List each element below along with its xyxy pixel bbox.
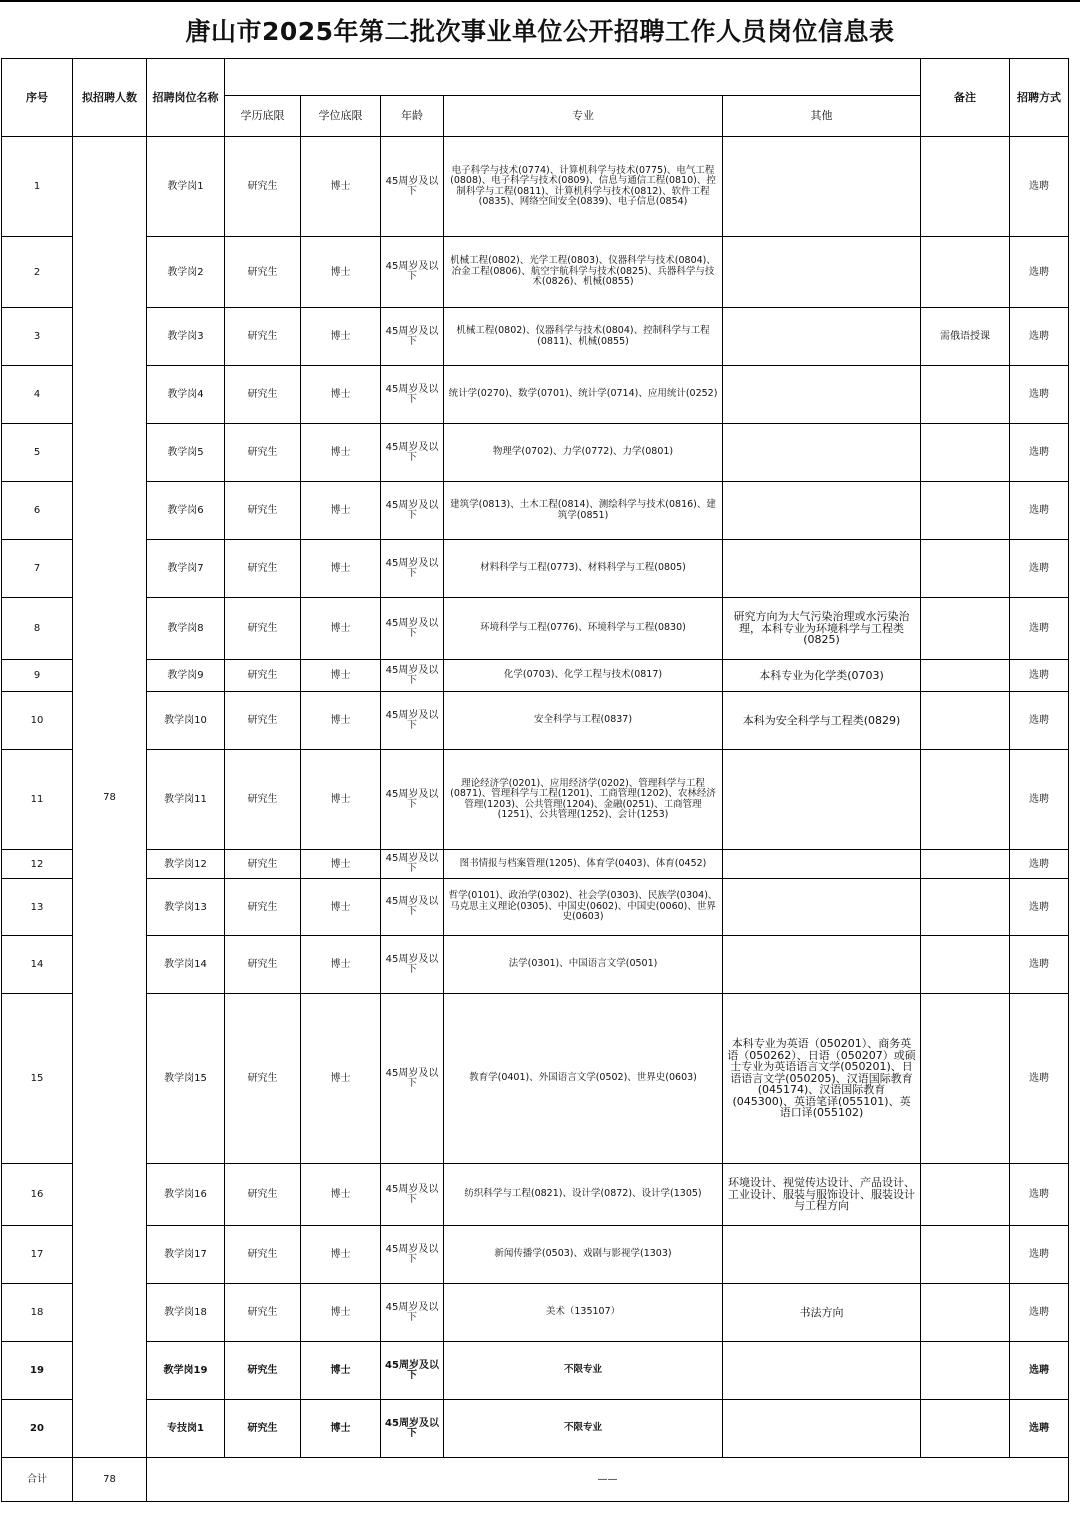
major-cell: 理论经济学(0201)、应用经济学(0202)、管理科学与工程(0871)、管理科学与工程(1201)、工商管理(1202)、农林经济管理(1203)、公共管理(1204)、金融(0251)、工商管理(1251)、公共管理(1252)、会计(1253) bbox=[444, 750, 723, 850]
note-cell bbox=[921, 850, 1010, 879]
method-cell: 选聘 bbox=[1010, 308, 1069, 366]
table-row bbox=[2, 308, 1069, 366]
degree-cell: 博士 bbox=[301, 598, 381, 660]
note-cell bbox=[921, 1226, 1010, 1284]
major-cell: 不限专业 bbox=[444, 1342, 723, 1400]
seq-cell: 9 bbox=[2, 660, 73, 692]
method-cell: 选聘 bbox=[1010, 692, 1069, 750]
age-cell: 45周岁及以下 bbox=[381, 1342, 444, 1400]
seq-cell: 13 bbox=[2, 879, 73, 936]
age-cell: 45周岁及以下 bbox=[381, 366, 444, 424]
major-cell: 机械工程(0802)、仪器科学与技术(0804)、控制科学与工程(0811)、机械(0855) bbox=[444, 308, 723, 366]
other-cell bbox=[723, 879, 921, 936]
method-cell: 选聘 bbox=[1010, 750, 1069, 850]
degree-cell: 博士 bbox=[301, 994, 381, 1164]
note-cell bbox=[921, 692, 1010, 750]
major-cell: 材料科学与工程(0773)、材料科学与工程(0805) bbox=[444, 540, 723, 598]
method-cell: 选聘 bbox=[1010, 1226, 1069, 1284]
method-cell: 选聘 bbox=[1010, 424, 1069, 482]
other-cell bbox=[723, 237, 921, 308]
major-cell: 法学(0301)、中国语言文学(0501) bbox=[444, 936, 723, 994]
other-cell: 本科专业为英语（050201）、商务英语（050262）、日语（050207）或硕士专业为英语语言文学(050201)、日语语言文学(050205)、汉语国际教育(045174)、汉语国际教育(045300)、英语笔译(055101)、英语口译(055102) bbox=[723, 994, 921, 1164]
degree-cell: 博士 bbox=[301, 850, 381, 879]
edu-cell: 研究生 bbox=[225, 994, 301, 1164]
total-label: 合计 bbox=[2, 1458, 73, 1502]
post-cell: 教学岗8 bbox=[147, 598, 225, 660]
header-other: 其他 bbox=[723, 96, 921, 137]
major-cell: 美术（135107） bbox=[444, 1284, 723, 1342]
seq-cell: 20 bbox=[2, 1400, 73, 1458]
seq-cell: 10 bbox=[2, 692, 73, 750]
edu-cell: 研究生 bbox=[225, 424, 301, 482]
header-count: 拟招聘人数 bbox=[73, 59, 147, 137]
degree-cell: 博士 bbox=[301, 1226, 381, 1284]
post-cell: 教学岗15 bbox=[147, 994, 225, 1164]
age-cell: 45周岁及以下 bbox=[381, 598, 444, 660]
method-cell: 选聘 bbox=[1010, 994, 1069, 1164]
other-cell bbox=[723, 1400, 921, 1458]
table-row bbox=[2, 1284, 1069, 1342]
major-cell: 不限专业 bbox=[444, 1400, 723, 1458]
post-cell: 教学岗14 bbox=[147, 936, 225, 994]
post-cell: 教学岗17 bbox=[147, 1226, 225, 1284]
edu-cell: 研究生 bbox=[225, 850, 301, 879]
note-cell bbox=[921, 598, 1010, 660]
seq-cell: 14 bbox=[2, 936, 73, 994]
seq-cell: 12 bbox=[2, 850, 73, 879]
note-cell bbox=[921, 1164, 1010, 1226]
edu-cell: 研究生 bbox=[225, 750, 301, 850]
edu-cell: 研究生 bbox=[225, 482, 301, 540]
method-cell: 选聘 bbox=[1010, 540, 1069, 598]
age-cell: 45周岁及以下 bbox=[381, 750, 444, 850]
edu-cell: 研究生 bbox=[225, 936, 301, 994]
header-method: 招聘方式 bbox=[1010, 59, 1069, 137]
age-cell: 45周岁及以下 bbox=[381, 692, 444, 750]
note-cell bbox=[921, 540, 1010, 598]
other-cell bbox=[723, 308, 921, 366]
other-cell: 本科为安全科学与工程类(0829) bbox=[723, 692, 921, 750]
major-cell: 电子科学与技术(0774)、计算机科学与技术(0775)、电气工程(0808)、电子科学与技术(0809)、信息与通信工程(0810)、控制科学与工程(0811)、计算机科学与技术(0812)、软件工程(0835)、网络空间安全(0839)、电子信息(0854) bbox=[444, 137, 723, 237]
method-cell: 选聘 bbox=[1010, 366, 1069, 424]
other-cell bbox=[723, 936, 921, 994]
other-cell: 本科专业为化学类(0703) bbox=[723, 660, 921, 692]
note-cell bbox=[921, 237, 1010, 308]
method-cell: 选聘 bbox=[1010, 1164, 1069, 1226]
age-cell: 45周岁及以下 bbox=[381, 137, 444, 237]
other-cell bbox=[723, 750, 921, 850]
age-cell: 45周岁及以下 bbox=[381, 936, 444, 994]
method-cell: 选聘 bbox=[1010, 1342, 1069, 1400]
degree-cell: 博士 bbox=[301, 1164, 381, 1226]
edu-cell: 研究生 bbox=[225, 1342, 301, 1400]
seq-cell: 5 bbox=[2, 424, 73, 482]
total-dash: —— bbox=[147, 1458, 1069, 1502]
table-row bbox=[2, 424, 1069, 482]
degree-cell: 博士 bbox=[301, 308, 381, 366]
age-cell: 45周岁及以下 bbox=[381, 1284, 444, 1342]
degree-cell: 博士 bbox=[301, 540, 381, 598]
seq-cell: 8 bbox=[2, 598, 73, 660]
note-cell bbox=[921, 366, 1010, 424]
major-cell: 化学(0703)、化学工程与技术(0817) bbox=[444, 660, 723, 692]
age-cell: 45周岁及以下 bbox=[381, 1400, 444, 1458]
header-seq: 序号 bbox=[2, 59, 73, 137]
other-cell bbox=[723, 540, 921, 598]
degree-cell: 博士 bbox=[301, 424, 381, 482]
age-cell: 45周岁及以下 bbox=[381, 237, 444, 308]
age-cell: 45周岁及以下 bbox=[381, 994, 444, 1164]
method-cell: 选聘 bbox=[1010, 936, 1069, 994]
degree-cell: 博士 bbox=[301, 1400, 381, 1458]
note-cell bbox=[921, 660, 1010, 692]
age-cell: 45周岁及以下 bbox=[381, 540, 444, 598]
seq-cell: 19 bbox=[2, 1342, 73, 1400]
note-cell bbox=[921, 1342, 1010, 1400]
header-degree: 学位底限 bbox=[301, 96, 381, 137]
note-cell bbox=[921, 994, 1010, 1164]
edu-cell: 研究生 bbox=[225, 366, 301, 424]
header-conditions-blank bbox=[225, 59, 921, 96]
edu-cell: 研究生 bbox=[225, 237, 301, 308]
seq-cell: 16 bbox=[2, 1164, 73, 1226]
post-cell: 教学岗5 bbox=[147, 424, 225, 482]
table-row bbox=[2, 879, 1069, 936]
other-cell bbox=[723, 137, 921, 237]
post-cell: 教学岗2 bbox=[147, 237, 225, 308]
seq-cell: 1 bbox=[2, 137, 73, 237]
post-cell: 教学岗19 bbox=[147, 1342, 225, 1400]
table-row bbox=[2, 1400, 1069, 1458]
other-cell bbox=[723, 1342, 921, 1400]
edu-cell: 研究生 bbox=[225, 308, 301, 366]
age-cell: 45周岁及以下 bbox=[381, 482, 444, 540]
seq-cell: 6 bbox=[2, 482, 73, 540]
header-major: 专业 bbox=[444, 96, 723, 137]
table-row bbox=[2, 936, 1069, 994]
other-cell: 书法方向 bbox=[723, 1284, 921, 1342]
seq-cell: 2 bbox=[2, 237, 73, 308]
other-cell bbox=[723, 424, 921, 482]
major-cell: 建筑学(0813)、土木工程(0814)、测绘科学与技术(0816)、建筑学(0851) bbox=[444, 482, 723, 540]
degree-cell: 博士 bbox=[301, 482, 381, 540]
major-cell: 新闻传播学(0503)、戏剧与影视学(1303) bbox=[444, 1226, 723, 1284]
note-cell bbox=[921, 424, 1010, 482]
degree-cell: 博士 bbox=[301, 936, 381, 994]
other-cell bbox=[723, 482, 921, 540]
seq-cell: 17 bbox=[2, 1226, 73, 1284]
other-cell: 研究方向为大气污染治理或水污染治理，本科专业为环境科学与工程类(0825) bbox=[723, 598, 921, 660]
seq-cell: 15 bbox=[2, 994, 73, 1164]
major-cell: 教育学(0401)、外国语言文学(0502)、世界史(0603) bbox=[444, 994, 723, 1164]
post-cell: 教学岗4 bbox=[147, 366, 225, 424]
post-cell: 教学岗16 bbox=[147, 1164, 225, 1226]
note-cell bbox=[921, 482, 1010, 540]
method-cell: 选聘 bbox=[1010, 1400, 1069, 1458]
edu-cell: 研究生 bbox=[225, 660, 301, 692]
edu-cell: 研究生 bbox=[225, 1164, 301, 1226]
total-count: 78 bbox=[73, 1458, 147, 1502]
other-cell bbox=[723, 1226, 921, 1284]
post-cell: 教学岗3 bbox=[147, 308, 225, 366]
recruit-count-cell: 78 bbox=[73, 137, 147, 1458]
header-note: 备注 bbox=[921, 59, 1010, 137]
age-cell: 45周岁及以下 bbox=[381, 1226, 444, 1284]
method-cell: 选聘 bbox=[1010, 660, 1069, 692]
note-cell bbox=[921, 750, 1010, 850]
major-cell: 安全科学与工程(0837) bbox=[444, 692, 723, 750]
degree-cell: 博士 bbox=[301, 1284, 381, 1342]
table-row bbox=[2, 692, 1069, 750]
age-cell: 45周岁及以下 bbox=[381, 308, 444, 366]
age-cell: 45周岁及以下 bbox=[381, 660, 444, 692]
post-cell: 教学岗18 bbox=[147, 1284, 225, 1342]
edu-cell: 研究生 bbox=[225, 137, 301, 237]
recruitment-table bbox=[1, 58, 1069, 1502]
table-row bbox=[2, 850, 1069, 879]
major-cell: 物理学(0702)、力学(0772)、力学(0801) bbox=[444, 424, 723, 482]
post-cell: 教学岗11 bbox=[147, 750, 225, 850]
major-cell: 环境科学与工程(0776)、环境科学与工程(0830) bbox=[444, 598, 723, 660]
table-row bbox=[2, 1226, 1069, 1284]
table-row bbox=[2, 994, 1069, 1164]
post-cell: 教学岗10 bbox=[147, 692, 225, 750]
major-cell: 纺织科学与工程(0821)、设计学(0872)、设计学(1305) bbox=[444, 1164, 723, 1226]
post-cell: 教学岗6 bbox=[147, 482, 225, 540]
method-cell: 选聘 bbox=[1010, 137, 1069, 237]
post-cell: 教学岗1 bbox=[147, 137, 225, 237]
note-cell bbox=[921, 1284, 1010, 1342]
edu-cell: 研究生 bbox=[225, 1284, 301, 1342]
note-cell bbox=[921, 1400, 1010, 1458]
header-post: 招聘岗位名称 bbox=[147, 59, 225, 137]
table-row bbox=[2, 598, 1069, 660]
method-cell: 选聘 bbox=[1010, 482, 1069, 540]
table-row bbox=[2, 237, 1069, 308]
other-cell: 环境设计、视觉传达设计、产品设计、工业设计、服装与服饰设计、服装设计与工程方向 bbox=[723, 1164, 921, 1226]
note-cell: 需俄语授课 bbox=[921, 308, 1010, 366]
degree-cell: 博士 bbox=[301, 237, 381, 308]
age-cell: 45周岁及以下 bbox=[381, 424, 444, 482]
age-cell: 45周岁及以下 bbox=[381, 879, 444, 936]
method-cell: 选聘 bbox=[1010, 879, 1069, 936]
seq-cell: 11 bbox=[2, 750, 73, 850]
seq-cell: 3 bbox=[2, 308, 73, 366]
method-cell: 选聘 bbox=[1010, 598, 1069, 660]
degree-cell: 博士 bbox=[301, 1342, 381, 1400]
table-row bbox=[2, 540, 1069, 598]
header-edu: 学历底限 bbox=[225, 96, 301, 137]
other-cell bbox=[723, 366, 921, 424]
age-cell: 45周岁及以下 bbox=[381, 850, 444, 879]
edu-cell: 研究生 bbox=[225, 879, 301, 936]
major-cell: 哲学(0101)、政治学(0302)、社会学(0303)、民族学(0304)、马克思主义理论(0305)、中国史(0602)、中国史(0060)、世界史(0603) bbox=[444, 879, 723, 936]
major-cell: 统计学(0270)、数学(0701)、统计学(0714)、应用统计(0252) bbox=[444, 366, 723, 424]
edu-cell: 研究生 bbox=[225, 598, 301, 660]
table-row bbox=[2, 482, 1069, 540]
edu-cell: 研究生 bbox=[225, 692, 301, 750]
seq-cell: 7 bbox=[2, 540, 73, 598]
note-cell bbox=[921, 879, 1010, 936]
post-cell: 教学岗13 bbox=[147, 879, 225, 936]
major-cell: 机械工程(0802)、光学工程(0803)、仪器科学与技术(0804)、冶金工程(0806)、航空宇航科学与技术(0825)、兵器科学与技术(0826)、机械(0855) bbox=[444, 237, 723, 308]
method-cell: 选聘 bbox=[1010, 1284, 1069, 1342]
seq-cell: 18 bbox=[2, 1284, 73, 1342]
degree-cell: 博士 bbox=[301, 879, 381, 936]
header-age: 年龄 bbox=[381, 96, 444, 137]
degree-cell: 博士 bbox=[301, 750, 381, 850]
table-row bbox=[2, 1164, 1069, 1226]
table-row bbox=[2, 750, 1069, 850]
major-cell: 图书情报与档案管理(1205)、体育学(0403)、体育(0452) bbox=[444, 850, 723, 879]
degree-cell: 博士 bbox=[301, 137, 381, 237]
degree-cell: 博士 bbox=[301, 660, 381, 692]
method-cell: 选聘 bbox=[1010, 237, 1069, 308]
post-cell: 教学岗7 bbox=[147, 540, 225, 598]
degree-cell: 博士 bbox=[301, 692, 381, 750]
note-cell bbox=[921, 137, 1010, 237]
age-cell: 45周岁及以下 bbox=[381, 1164, 444, 1226]
other-cell bbox=[723, 850, 921, 879]
edu-cell: 研究生 bbox=[225, 540, 301, 598]
post-cell: 教学岗9 bbox=[147, 660, 225, 692]
edu-cell: 研究生 bbox=[225, 1400, 301, 1458]
table-row bbox=[2, 1342, 1069, 1400]
seq-cell: 4 bbox=[2, 366, 73, 424]
edu-cell: 研究生 bbox=[225, 1226, 301, 1284]
page-title: 唐山市2025年第二批次事业单位公开招聘工作人员岗位信息表 bbox=[0, 0, 1080, 58]
post-cell: 教学岗12 bbox=[147, 850, 225, 879]
table-row bbox=[2, 366, 1069, 424]
degree-cell: 博士 bbox=[301, 366, 381, 424]
table-row bbox=[2, 137, 1069, 237]
note-cell bbox=[921, 936, 1010, 994]
post-cell: 专技岗1 bbox=[147, 1400, 225, 1458]
table-row bbox=[2, 660, 1069, 692]
method-cell: 选聘 bbox=[1010, 850, 1069, 879]
